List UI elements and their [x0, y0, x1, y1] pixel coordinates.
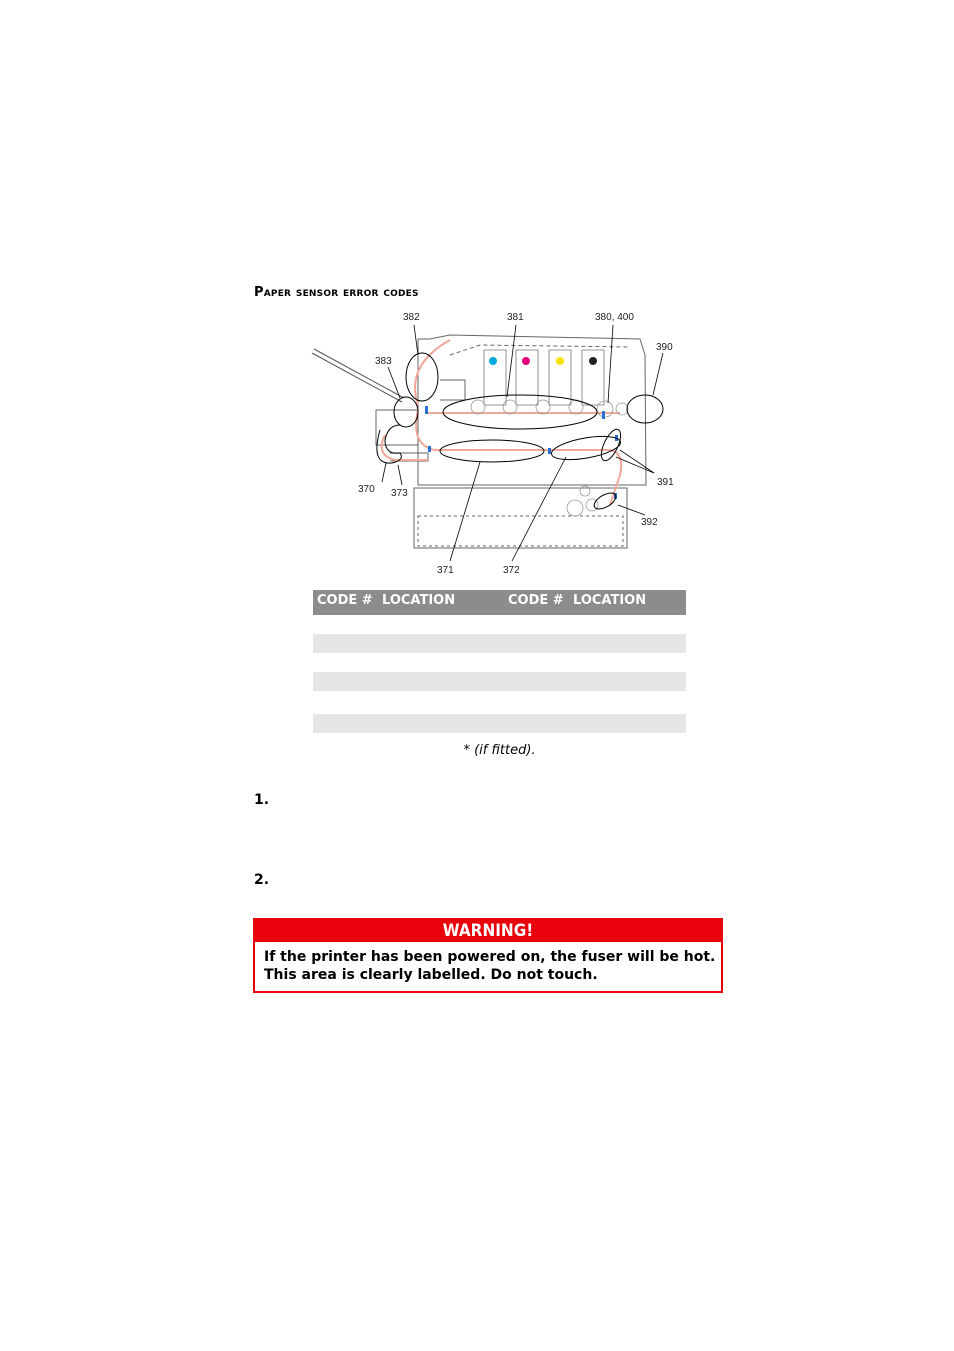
label-372: 372: [503, 565, 520, 576]
toner-dots: [489, 357, 597, 365]
table-row: [313, 615, 686, 634]
label-370: 370: [358, 484, 375, 495]
yellow-dot: [556, 357, 564, 365]
label-392: 392: [641, 517, 658, 528]
label-381: 381: [507, 312, 524, 323]
printer-sensor-diagram: [300, 305, 700, 580]
header-code-2: CODE #: [508, 593, 564, 608]
label-380-400: 380, 400: [595, 312, 634, 323]
table-row: [313, 672, 686, 691]
magenta-dot: [522, 357, 530, 365]
cyan-dot: [489, 357, 497, 365]
label-382: 382: [403, 312, 420, 323]
table-row: [313, 691, 686, 714]
label-373: 373: [391, 488, 408, 499]
header-code-1: CODE #: [317, 593, 373, 608]
error-code-table: [313, 590, 686, 733]
section-heading: Paper sensor error codes: [254, 285, 419, 300]
table-row: [313, 653, 686, 672]
toner-cartridges: [484, 350, 604, 405]
label-371: 371: [437, 565, 454, 576]
step-number-2: 2.: [254, 872, 270, 888]
warning-title: WARNING!: [255, 920, 721, 942]
header-location-2: LOCATION: [573, 593, 647, 608]
label-391: 391: [657, 477, 674, 488]
black-dot: [589, 357, 597, 365]
label-390: 390: [656, 342, 673, 353]
footnote: * (if fitted).: [463, 743, 536, 758]
label-383: 383: [375, 356, 392, 367]
table-row: [313, 714, 686, 733]
table-row: [313, 634, 686, 653]
warning-line-1: If the printer has been powered on, the fuser will be hot.: [264, 949, 716, 965]
warning-text: [255, 942, 721, 984]
step-number-1: 1.: [254, 792, 270, 808]
warning-line-2: This area is clearly labelled. Do not touch.: [264, 967, 598, 983]
warning-box: [253, 918, 723, 993]
header-location-1: LOCATION: [382, 593, 456, 608]
table-header: [313, 590, 686, 615]
